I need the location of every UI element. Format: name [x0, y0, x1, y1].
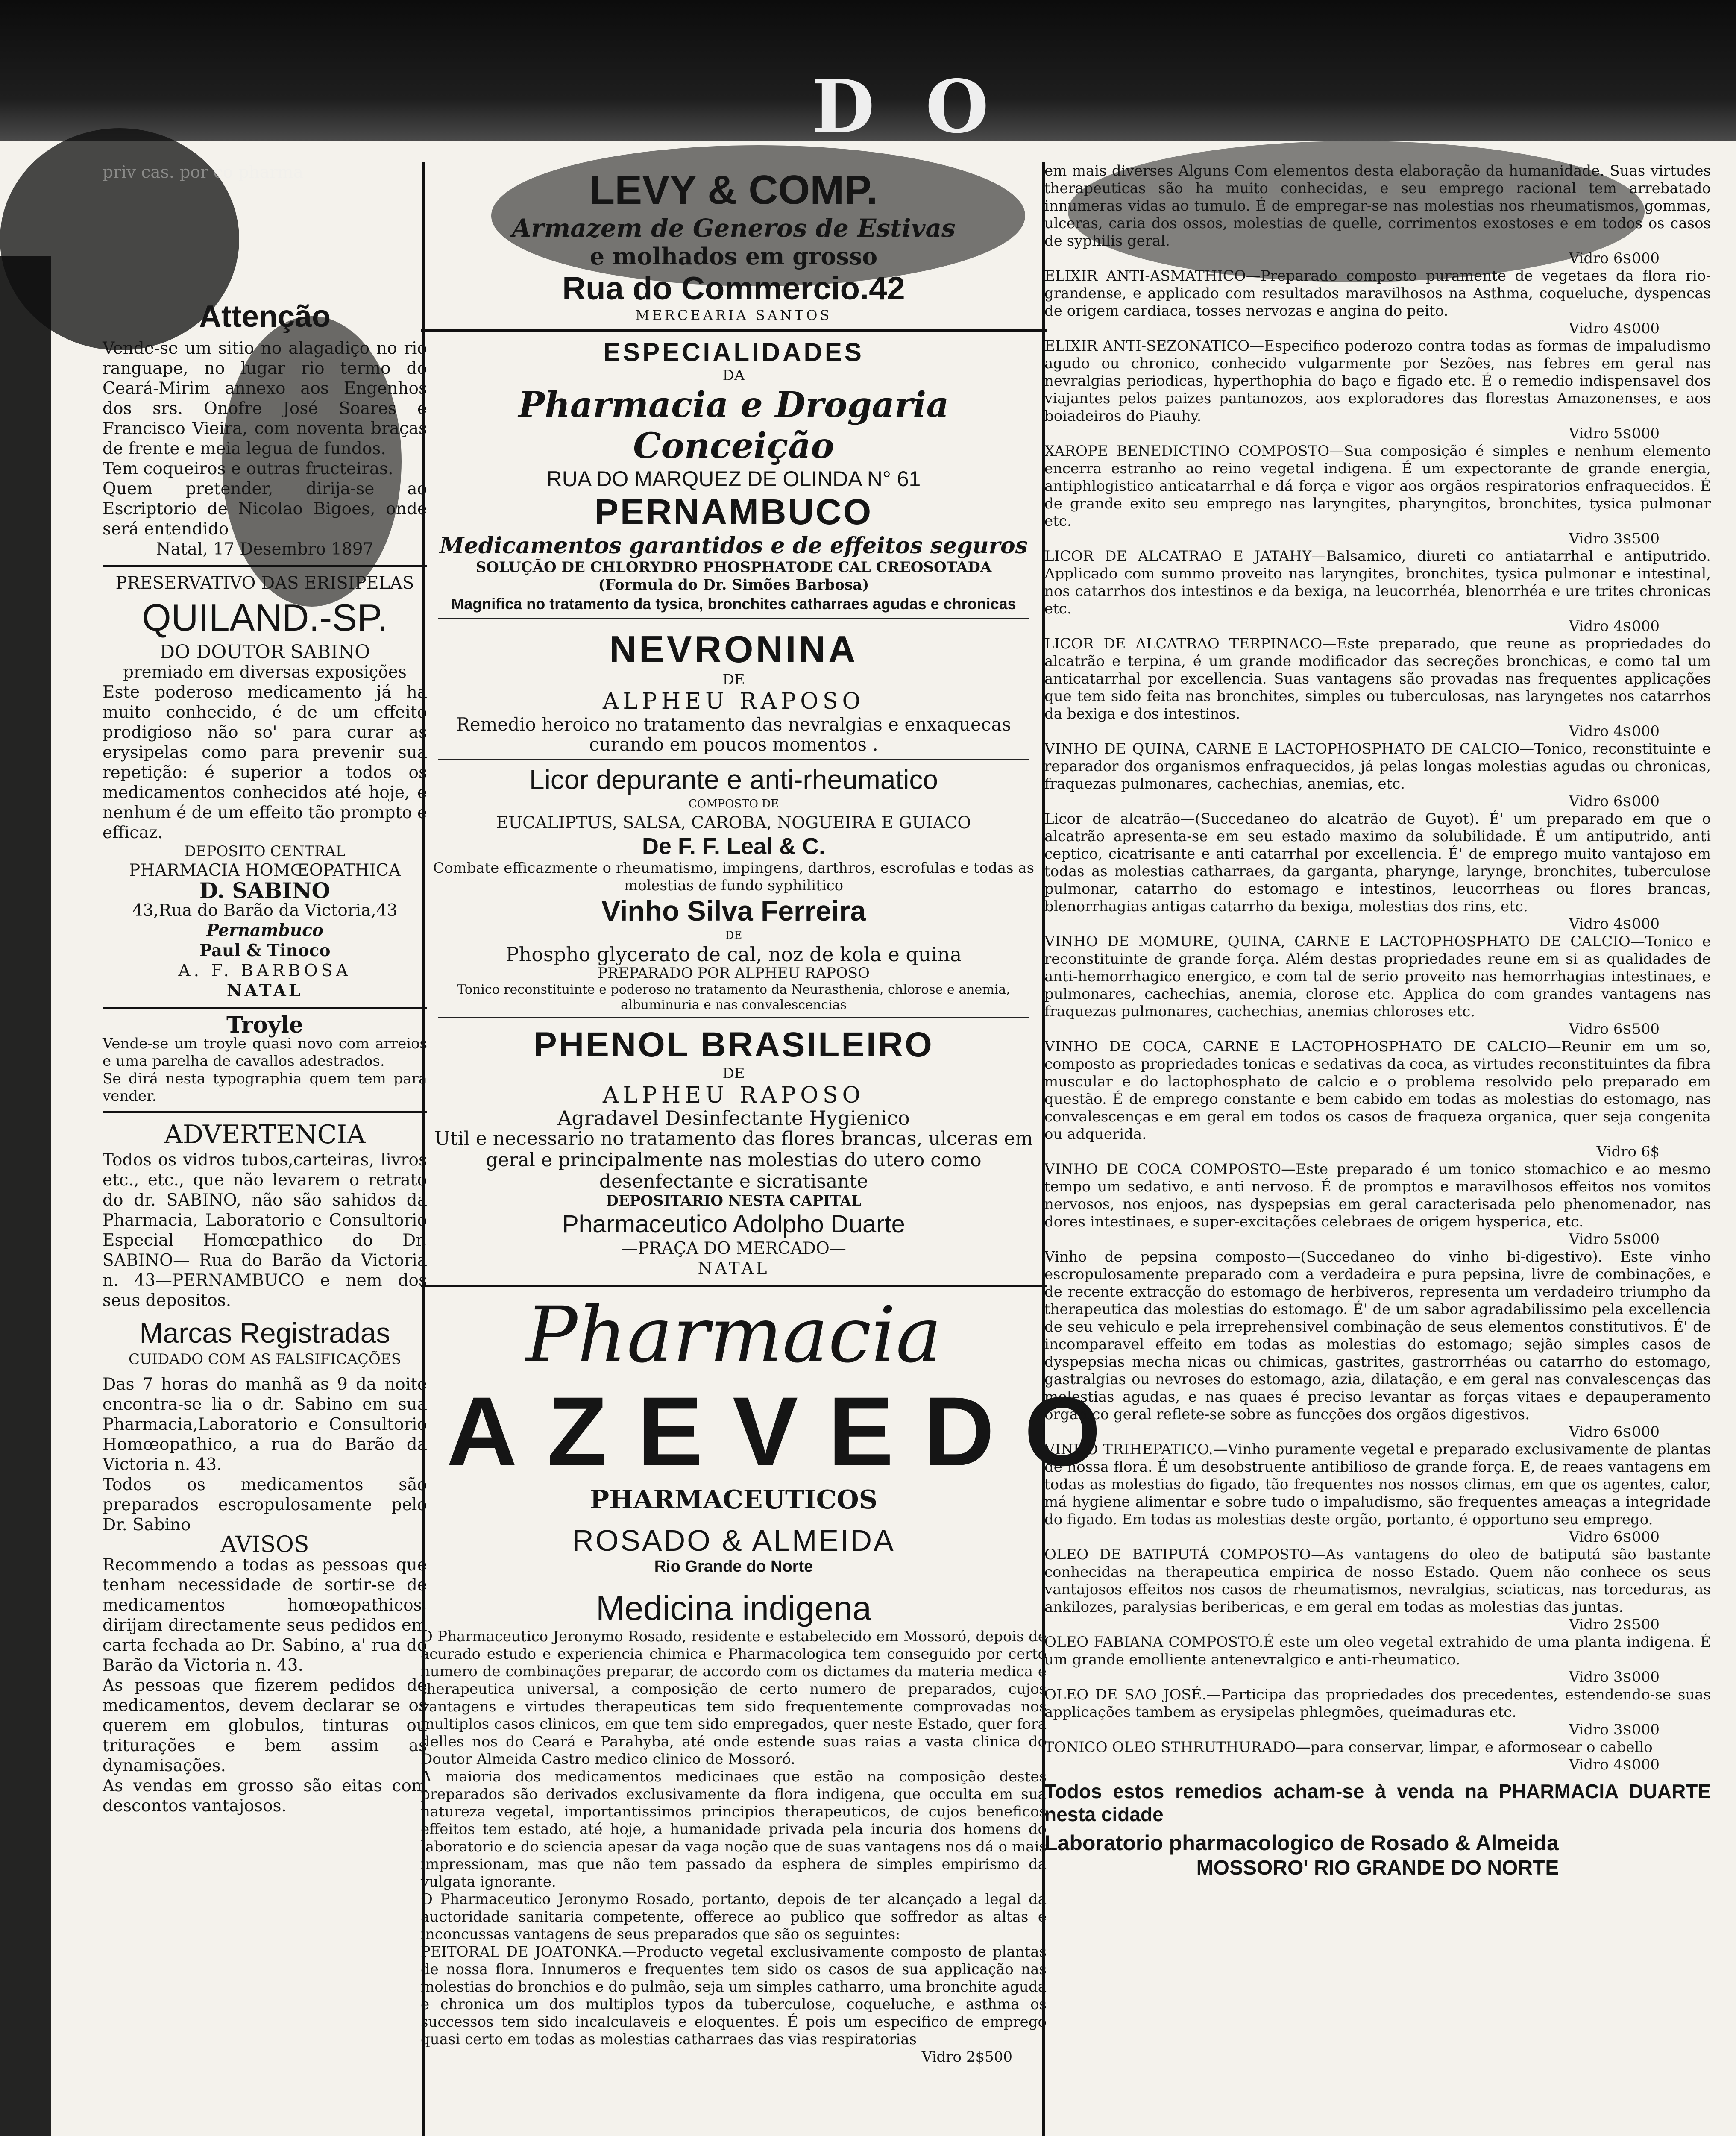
nevronina-body: Remedio heroico no tratamento das nevralgias e enxaquecas curando em poucos momentos .: [456, 714, 1011, 755]
vinho-momure: VINHO DE MOMURE, QUINA, CARNE E LACTOPHOSPHATO DE CALCIO—Tonico e reconstituinte de grande força. Além destas propriedades reune em si as qualidades de anti-hemorrhagico energico, e com tal de serio proveito nas hemorrhagias intestinaes, e pulmonares, cachechias, anemia, clorose etc. Applica do com grandes vantagens nas fraquezas pulmonares, cachechias, anemias chloroses etc.: [1044, 933, 1711, 1020]
sabino-name: D. SABINO: [199, 878, 331, 903]
alpheu-raposo-2: ALPHEU RAPOSO: [602, 1083, 865, 1108]
tonico-oleo: TONICO OLEO STHRUTHURADO—para conservar, limpar, e aformosear o cabello: [1044, 1739, 1653, 1756]
troyle-body-2: Se dirá nesta typographia quem tem para vender.: [103, 1070, 427, 1105]
pernambuco-label: Pernambuco: [206, 921, 323, 940]
licor-terpinaco: LICOR DE ALCATRAO TERPINACO—Este preparado, que reune as propriedades do alcatrão e terpina, é um grande modificador das secreções bronchicas, e como tal um anticatarrhal por excellencia. Suas vantagens são provadas nas frequentes applicações que tem sido feita nas bronchites, simples ou tuberculosas, nas laryngetes nos catarrhos da bexiga e dos intestinos.: [1044, 635, 1711, 722]
especialidades-heading: ESPECIALIDADES: [603, 338, 864, 367]
levy-title: LEVY & COMP.: [589, 167, 878, 213]
todos-body: Todos os medicamentos são preparados escropulosamente pelo Dr. Sabino: [103, 1475, 427, 1535]
mossoro-line: MOSSORO' RIO GRANDE DO NORTE: [1196, 1857, 1559, 1879]
deposito-central: DEPOSITO CENTRAL: [184, 843, 346, 860]
right-top-body: em mais diverses Alguns Com elementos desta elaboração da humanidade. Suas virtudes therapeuticas são ha muito conhecidas, e seu emprego racional tem arrebatado innumeras vidas ao tumulo. É de empregar-se nas molestias nos rheumatismos, gommas, ulceras, caria dos ossos, molestias de quelle, corrimentos exostoses e em todos os casos de syphilis geral.: [1044, 162, 1711, 249]
elixir-asthmatico: ELIXIR ANTI-ASMATHICO—Preparado composto puramente de vegetaes da flora rio-grandense, e applicado com resultados maravilhosos na Asthma, coqueluche, dyspencas de origem cardiaca, tosses nervozas e angina do peito.: [1044, 267, 1711, 320]
oleo-sao-jose: OLEO DE SAO JOSÉ.—Participa das propriedades dos precedentes, estendendo-se suas applicações tambem as erysipelas phlegmões, queimaduras etc.: [1044, 1686, 1711, 1721]
phenol-title: PHENOL BRASILEIRO: [534, 1025, 934, 1064]
magnifica-line: Magnifica no tratamento da tysica, bronchites catharraes agudas e chronicas: [451, 595, 1016, 613]
medicina-body-3: O Pharmaceutico Jeronymo Rosado, portanto, depois de ter alcançado a legal da auctoridade sanitaria competente, offerece ao publico que soffredor as altas e inconcussas vantagens de seus preparados que são os seguintes:: [421, 1891, 1047, 1943]
elixir-sezonatico-price: Vidro 5$000: [1569, 425, 1660, 442]
divider: [438, 1017, 1029, 1018]
divider: [438, 618, 1029, 619]
vinho-coca-composto: VINHO DE COCA COMPOSTO—Este preparado é um tonico stomachico e ao mesmo tempo um sedativo, e anti nervoso. É de promptos e maravilhosos effeitos nos vomitos nervosos, nos enjoos, nas dyspepsias em geral caracterisada pelo phenomenador, nas dores intestinaes, e super-excitações celebraes de origem hysperica, etc.: [1044, 1161, 1711, 1230]
right-top-price: Vidro 6$000: [1569, 250, 1660, 267]
divider: [438, 759, 1029, 760]
peitoral-price: Vidro 2$500: [921, 2048, 1012, 2066]
troyle-heading: Troyle: [226, 1012, 304, 1038]
vinho-silva-heading: Vinho Silva Ferreira: [601, 895, 866, 927]
oleo-batiputa: OLEO DE BATIPUTÁ COMPOSTO—As vantagens do oleo de batiputá são bastante conhecidas na therapeutica empirica de nosso Estado. Quem não conhece os seus vantajosos effeitos nos casos de rheumatismos, nevralgias, sciaticas, nas torceduras, as ankilozes, paralysias beribericas, e em geral em todas as molestias das juntas.: [1044, 1546, 1711, 1616]
attention-body: Vende-se um sitio no alagadiço no rio ranguape, no lugar rio termo do Ceará-Mirim annexo aos Engenhos dos srs. Onofre José Soares e Francisco Vieira, com noventa braças de frente e meia legua de fundos.: [103, 339, 427, 458]
levy-subtitle: Armazem de Generos de Estivas: [512, 214, 956, 243]
elixir-asthmatico-price: Vidro 4$000: [1569, 320, 1660, 337]
divider: [103, 1111, 427, 1113]
pharmacia-homeopathica: PHARMACIA HOMŒOPATHICA: [129, 861, 401, 880]
medicina-body: O Pharmaceutico Jeronymo Rosado, residente e estabelecido em Mossoró, depois de acurado estudo e experiencia chimica e Pharmacologica tem conseguido por certo numero de combinações preparar, de accordo com os dictames da materia medica e therapeutica universal, a composição de certo numero de preparados, cujos vantagens e virtudes therapeuticas tem sido frequentemente comprovadas nos multiplos casos clinicos, em que tem sido empregados, quer neste Estado, quer fora delles nos do Ceará e Parahyba, até onde estende suas raias a vasta clinica do Doutor Almeida Castro medico clinico de Mossoró.: [421, 1628, 1047, 1768]
preservativo-heading: PRESERVATIVO DAS ERISIPELAS: [115, 573, 414, 593]
avisos-body: Recommendo a todas as pessoas que tenham necessidade de sortir-se de medicamentos homœopathicos, dirijam directamente seus pedidos em carta fechada ao Dr. Sabino, a' rua do Barão da Victoria n. 43.: [103, 1555, 427, 1675]
avisos-body-3: As vendas em grosso são eitas com descontos vantajosos.: [103, 1776, 427, 1816]
levy-subtitle-2: e molhados em grosso: [589, 243, 878, 270]
medicina-body-2: A maioria dos medicamentos medicinaes que estão na composição destes preparados são derivados exclusivamente da flora indigena, que occulta em sua natureza vegetal, importantissimos principios therapeuticos, de cujos beneficos effeitos tem estado, até hoje, a humanidade privada pela incuria dos homens do laboratorio e do sciencia apesar da vaga noção que de suas vantagens nos dá o mais impressionam, mas que não tem passado da esphera de simples empirismo da vulgata ignorante.: [421, 1768, 1047, 1890]
phenol-body: Util e necessario no tratamento das flores brancas, ulceras em geral e principalmente nas molestias do utero como desenfectante e sicratisante: [434, 1128, 1033, 1192]
nevronina-title: NEVRONINA: [609, 628, 858, 670]
divider: [103, 1007, 427, 1009]
depositario-line: DEPOSITARIO NESTA CAPITAL: [606, 1192, 862, 1209]
xarope-price: Vidro 3$500: [1569, 530, 1660, 547]
avisos-heading: AVISOS: [220, 1532, 309, 1558]
attention-body-2: Tem coqueiros e outras fructeiras.: [103, 459, 393, 478]
licor-terpinaco-price: Vidro 4$000: [1569, 723, 1660, 740]
vinho-trihepatico: VINHO TRIHEPATICO.—Vinho puramente vegetal e preparado exclusivamente de plantas de nossa flora. É um desobstruente antibilioso de grande força. E, de reaes vantagens em todas as molestias do figado, tão frequentes nos nossos climas, em que os agentes, calor, má hygiene alimentar e sobre tudo o impaludismo, são frequentes ameaças a integridade do figado. Em todas as molestias deste orgão, portanto, é opportuno seu emprego.: [1044, 1441, 1711, 1528]
natal-line: NATAL: [698, 1259, 770, 1278]
vinho-coca-composto-price: Vidro 5$000: [1569, 1231, 1660, 1248]
vinho-momure-price: Vidro 6$500: [1569, 1021, 1660, 1038]
attention-date: Natal, 17 Desembro 1897: [156, 540, 374, 559]
de-label-3: DE: [722, 1065, 745, 1082]
oleo-fabiana: OLEO FABIANA COMPOSTO.É este um oleo vegetal extrahido de uma planta indigena. É um grande emolliente antenevralgico e anti-rheumatico.: [1044, 1634, 1711, 1668]
doutor-sabino: DO DOUTOR SABINO: [159, 641, 370, 663]
avisos-body-2: As pessoas que fizerem pedidos de medicamentos, devem declarar se os querem em globulos, tinturas ou triturações e bem assim as dynamisações.: [103, 1676, 427, 1775]
marcas-registradas: Marcas Registradas: [139, 1317, 390, 1349]
left-fragment: priv cas. por co pharma: [103, 163, 303, 182]
quiland-body: Este poderoso medicamento já ha muito conhecido, é de um effeito prodigioso não so' para curar as erysipelas como para prevenir sua repetição: é superior a todos os medicamentos conhecidos até hoje, e nenhum é de um effeito tão prompto e efficaz.: [103, 683, 427, 842]
middle-column: [421, 162, 1131, 2136]
solucao-line: SOLUÇÃO DE CHLORYDRO PHOSPHATODE CAL CREOSOTADA: [475, 559, 992, 576]
pharmacia-script: Pharmacia: [525, 1291, 942, 1380]
vinho-pepsina: Vinho de pepsina composto—(Succedaneo do vinho bi-digestivo). Este vinho escropulosamente preparado com a verdadeira e pura pepsina, livre de combinações, e de recente extracção do estomago de herbiveros, representa um verdadeiro triumpho da therapeutica das molestias do estomago. É' de um sabor agradabilissimo pela excellencia de seu vehiculo e pela irreprehensivel combinação de seus elementos constitutivos. É' de incomparavel effeito em todas as molestias do estomago; sejão simples casos de dyspepsias mecha nicas ou chimicas, gastrites, gastrorrhéas ou catarrho do estomago, gastralgias ou nevroses do estomago, azia, dilatação, e em geral nas convalescenças das molestias agudas, e nas quaes é preciso levantar as forças vitaes e depauperamento organico geral reflete-se sobre as funcções dos orgãos digestivos.: [1044, 1248, 1711, 1423]
formula-line: (Formula do Dr. Simões Barbosa): [598, 576, 869, 593]
quiland-title: QUILAND.-SP.: [142, 596, 388, 639]
advertencia-heading: ADVERTENCIA: [164, 1120, 366, 1150]
pharmaceuticos-label: PHARMACEUTICOS: [589, 1485, 878, 1515]
xarope-benedictino: XAROPE BENEDICTINO COMPOSTO—Sua composição é simples e nenhum elemento encerra estranho ao reino vegetal indigena. É um expectorante de grande energia, antiphlogistico anticatarrhal e dá força e vigor aos orgãos respiratorios enfraquecidos. É de grande exito seu emprego nas laryngites, pharyngitos, bronchites, tysica pulmonar etc.: [1044, 443, 1711, 530]
de-label: DE: [722, 671, 745, 688]
combate-line: Combate efficazmente o rheumatismo, impingens, darthros, escrofulas e todas as molestias de fundo syphilitico: [433, 860, 1035, 894]
preparado-line: PREPARADO POR ALPHEU RAPOSO: [598, 965, 870, 982]
licor-heading: Licor depurante e anti-rheumatico: [529, 764, 938, 795]
laboratorio-line: Laboratorio pharmacologico de Rosado & Almeida: [1044, 1831, 1559, 1855]
horas-body: Das 7 horas do manhã as 9 da noite encontra-se lia o dr. Sabino em sua Pharmacia,Laboratorio e Consultorio Homœopathico, a rua do Barão da Victoria n. 43.: [103, 1375, 427, 1474]
pharmaceutico-duarte: Pharmaceutico Adolpho Duarte: [562, 1210, 905, 1238]
elixir-sezonatico: ELIXIR ANTI-SEZONATICO—Especifico poderozo contra todas as formas de impaludismo agudo ou chronico, conhecido vulgarmente por Sezões, nas febres em geral nas nevralgias periodicas, hyperthophia do baço e figado etc. É o remedio indispensavel dos viajantes pelos paizes pantanozos, aos exploradores das florestas Amazonenses, e aos boiadeiros do Piauhy.: [1044, 337, 1711, 425]
vinho-quina-price: Vidro 6$000: [1569, 793, 1660, 810]
vinho-coca: VINHO DE COCA, CARNE E LACTOPHOSPHATO DE CALCIO—Reunir em um so, composto as propriedades tonicas e sedativas da coca, as virtudes reconstituintes da fibra muscular e do lactophosphato de calcio e o problema resolvido pelo preparado em questão. É de emprego constante e bem cabido em todas as molestias do estomago, nas convalescenças e em geral em todos os casos de fraqueza organica, quer seja congenita ou adquerida.: [1044, 1038, 1711, 1143]
advertencia-body: Todos os vidros tubos,carteiras, livros etc., etc., que não levarem o retrato do dr. SABINO, não são sahidos da Pharmacia, Laboratorio e Consultorio Especial Homœpathico do Dr. SABINO— Rua do Barão da Victoria n. 43—PERNAMBUCO e nem dos seus depositos.: [103, 1150, 427, 1310]
paul-tinoco: Paul & Tinoco: [199, 941, 331, 960]
oleo-sao-jose-price: Vidro 3$000: [1569, 1721, 1660, 1738]
pernambuco-heading: PERNAMBUCO: [594, 492, 873, 532]
sabino-address: 43,Rua do Barão da Victoria,43: [132, 901, 398, 920]
peitoral-body: PEITORAL DE JOATONKA.—Producto vegetal exclusivamente composto de plantas de nossa flora. Innumeros e frequentes tem sido os casos de sua applicação nas molestias do bronchios e do pulmão, seja um simples catharro, uma bronchite aguda e chronica um dos multiplos typos da tuberculose, coqueluche, e asthma os successos tem sido incalculaveis e eloquentes. É pois um especifico de emprego quasi certo em todas as molestias catharraes das vias respiratorias: [421, 1943, 1047, 2048]
cuidado-line: CUIDADO COM AS FALSIFICAÇÕES: [128, 1351, 402, 1368]
rosado-almeida: ROSADO & ALMEIDA: [572, 1524, 895, 1557]
praca-line: —PRAÇA DO MERCADO—: [621, 1239, 846, 1258]
medicamentos-garantidos: Medicamentos garantidos e de effeitos seguros: [440, 533, 1028, 559]
leal-line: De F. F. Leal & C.: [642, 833, 826, 859]
oleo-batiputa-price: Vidro 2$500: [1569, 1616, 1660, 1633]
divider: [421, 1285, 1047, 1287]
da-label: DA: [722, 367, 745, 384]
masthead-title: D O: [812, 64, 1002, 150]
vinho-coca-price: Vidro 6$: [1596, 1143, 1660, 1160]
left-column: [103, 162, 427, 2136]
licor-ingredients: EUCALIPTUS, SALSA, CAROBA, NOGUEIRA E GUIACO: [496, 813, 971, 833]
divider: [103, 565, 427, 567]
right-column: [1044, 162, 1711, 2136]
divider: [421, 329, 1047, 332]
natal-label: NATAL: [226, 981, 303, 1001]
todos-remedios: Todos estos remedios acham-se à venda na PHARMACIA DUARTE nesta cidade: [1044, 1780, 1711, 1825]
barbosa-name: A. F. BARBOSA: [178, 961, 352, 980]
troyle-body: Vende-se um troyle quasi novo com arreios e uma parelha de cavallos adestrados.: [103, 1035, 427, 1070]
licor-gayot: Licor de alcatrão—(Succedaneo do alcatrão de Guyot). É' um preparado em que o alcatrão apresenta-se em seu estado maximo da solubilidade. É um antiputrido, anti ceptico, cicatrisante e anti catarrhal por excellencia. É' de emprego muito vantajoso em todas as molestias catharraes, da garganta, pharynge, larynge, bronchites, tuberculose pulmonar, catarrho do estomago e intestinos, leucorrheas ou flores brancas, blenorrhagias antigas catarrho da bexiga, molestias dos rins, etc.: [1044, 810, 1711, 915]
rio-grande-line: Rio Grande do Norte: [654, 1558, 813, 1576]
medicina-heading: Medicina indigena: [596, 1589, 871, 1627]
vinho-pepsina-price: Vidro 6$000: [1569, 1423, 1660, 1441]
licor-alcatrao-jatahy: LICOR DE ALCATRAO E JATAHY—Balsamico, diureti co antiatarrhal e antiputrido. Applicado com summo proveito nas laryngites, bronchites, tysica pulmonar e intestinal, nos catarrhos dos intestinos e da bexiga, na leucorrhéa, blenorrhéa e ure trites chronicas etc.: [1044, 548, 1711, 617]
composto-label: COMPOSTO DE: [688, 798, 779, 810]
licor-gayot-price: Vidro 4$000: [1569, 915, 1660, 933]
phospho-line: Phospho glycerato de cal, noz de kola e quina: [505, 943, 962, 966]
levy-address: Rua do Commercio.42: [562, 270, 905, 307]
attention-body-3: Quem pretender, dirija-se ao Escriptorio de Nicolao Bigoes, onde será entendido: [103, 479, 427, 539]
attention-heading: Attenção: [199, 299, 331, 334]
azevedo-title: AZEVEDO: [446, 1376, 1131, 1486]
tonico-line: Tonico reconstituinte e poderoso no tratamento da Neurasthenia, chlorose e anemia, albuminuria e nas convalescencias: [457, 982, 1010, 1012]
licor-alcatrao-price: Vidro 4$000: [1569, 618, 1660, 635]
oleo-fabiana-price: Vidro 3$000: [1569, 1669, 1660, 1686]
ink-damage-left-edge: [0, 256, 51, 2136]
de-label-2: DE: [725, 929, 742, 942]
agradavel-line: Agradavel Desinfectante Hygienico: [557, 1106, 910, 1130]
tonico-oleo-price: Vidro 4$000: [1569, 1756, 1660, 1773]
premiado-line: premiado em diversas exposições: [123, 663, 407, 682]
pharmacia-conceicao: Pharmacia e Drogaria Conceição: [518, 384, 949, 467]
levy-city: MERCEARIA SANTOS: [635, 307, 832, 323]
vinho-trihepatico-price: Vidro 6$000: [1569, 1529, 1660, 1546]
rua-marquez: RUA DO MARQUEZ DE OLINDA N° 61: [546, 467, 921, 491]
alpheu-raposo: ALPHEU RAPOSO: [602, 689, 865, 714]
vinho-quina: VINHO DE QUINA, CARNE E LACTOPHOSPHATO DE CALCIO—Tonico, reconstituinte e reparador dos organismos enfraquecidos, já pelas longas molestias agudas ou chronicas, fraquezas pulmonares, cachechias, anemias, etc.: [1044, 740, 1711, 792]
